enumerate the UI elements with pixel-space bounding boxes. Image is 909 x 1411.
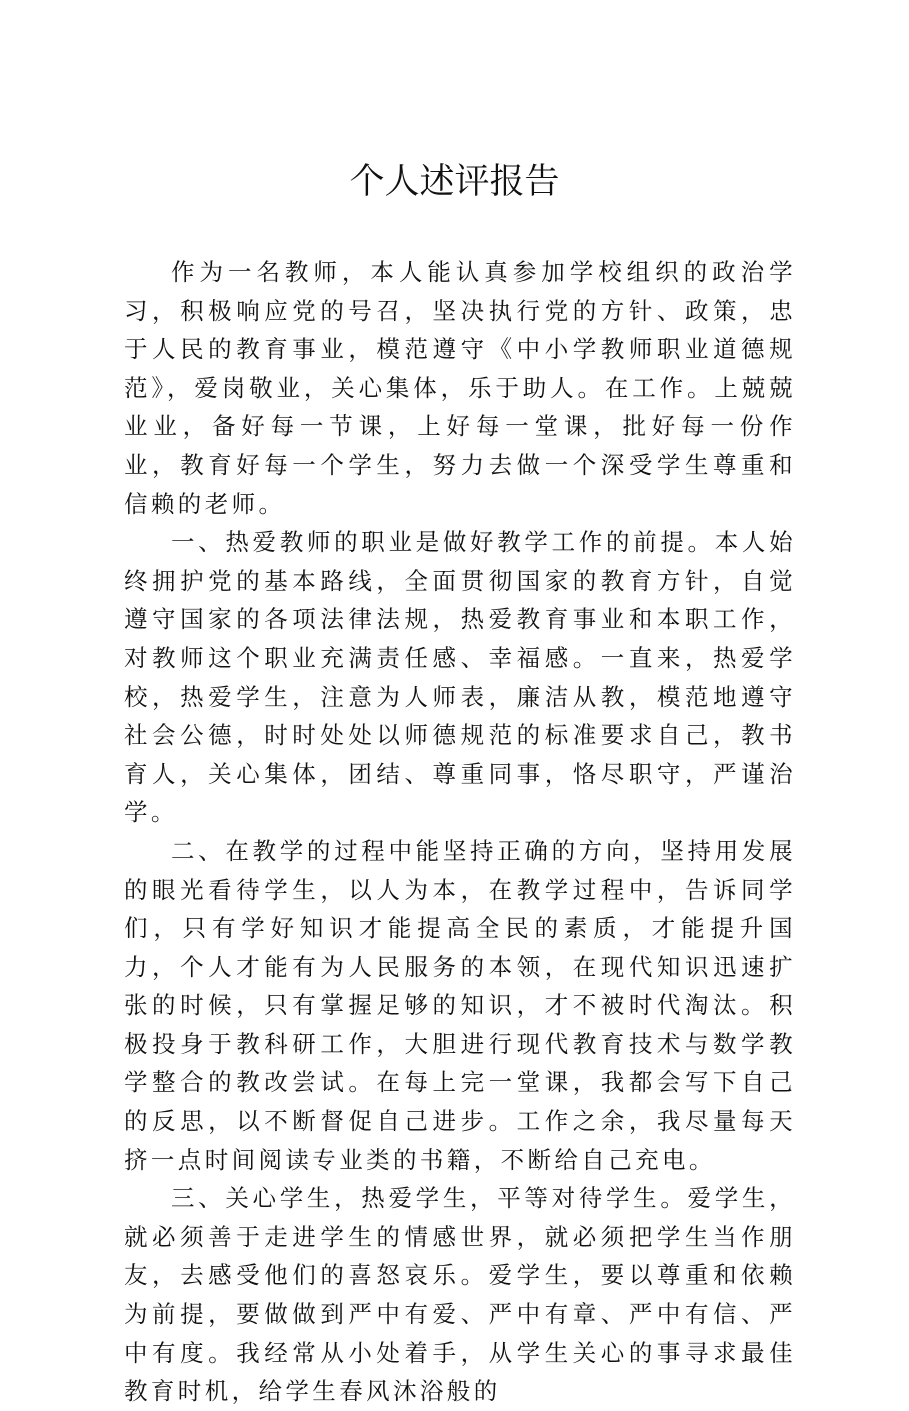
paragraph-section-2: 二、在教学的过程中能坚持正确的方向，坚持用发展的眼光看待学生，以人为本，在教学过程中，告诉同学们，只有学好知识才能提高全民的素质，才能提升国力，个人才能有为人民服务的本领，在现代知识迅速扩张的时候，只有掌握足够的知识，才不被时代淘汰。积极投身于教科研工作，大胆进行现代教育技术与数学教学整合的教改尝试。在每上完一堂课，我都会写下自己的反思，以不断督促自己进步。工作之余，我尽量每天挤一点时间阅读专业类的书籍，不断给自己充电。 (124, 836, 796, 1174)
document-body (124, 253, 796, 1411)
paragraph-section-3: 三、关心学生，热爱学生，平等对待学生。爱学生，就必须善于走进学生的情感世界，就必须把学生当作朋友，去感受他们的喜怒哀乐。爱学生，要以尊重和依赖为前提，要做做到严中有爱、严中有章、严中有信、严中有度。我经常从小处着手，从学生关心的事寻求最佳教育时机，给学生春风沐浴般的 (124, 1184, 796, 1406)
document-title: 个人述评报告 (349, 162, 560, 202)
paragraph-intro: 作为一名教师，本人能认真参加学校组织的政治学习，积极响应党的号召，坚决执行党的方针、政策，忠于人民的教育事业，模范遵守《中小学教师职业道德规范》，爱岗敬业，关心集体，乐于助人。在工作。上兢兢业业，备好每一节课，上好每一堂课，批好每一份作业，教育好每一个学生，努力去做一个深受学生尊重和信赖的老师。 (124, 258, 796, 518)
paragraph-section-1: 一、热爱教师的职业是做好教学工作的前提。本人始终拥护党的基本路线，全面贯彻国家的教育方针，自觉遵守国家的各项法律法规，热爱教育事业和本职工作，对教师这个职业充满责任感、幸福感。一直来，热爱学校，热爱学生，注意为人师表，廉洁从教，模范地遵守社会公德，时时处处以师德规范的标准要求自己，教书育人，关心集体，团结、尊重同事，恪尽职守，严谨治学。 (124, 528, 796, 827)
